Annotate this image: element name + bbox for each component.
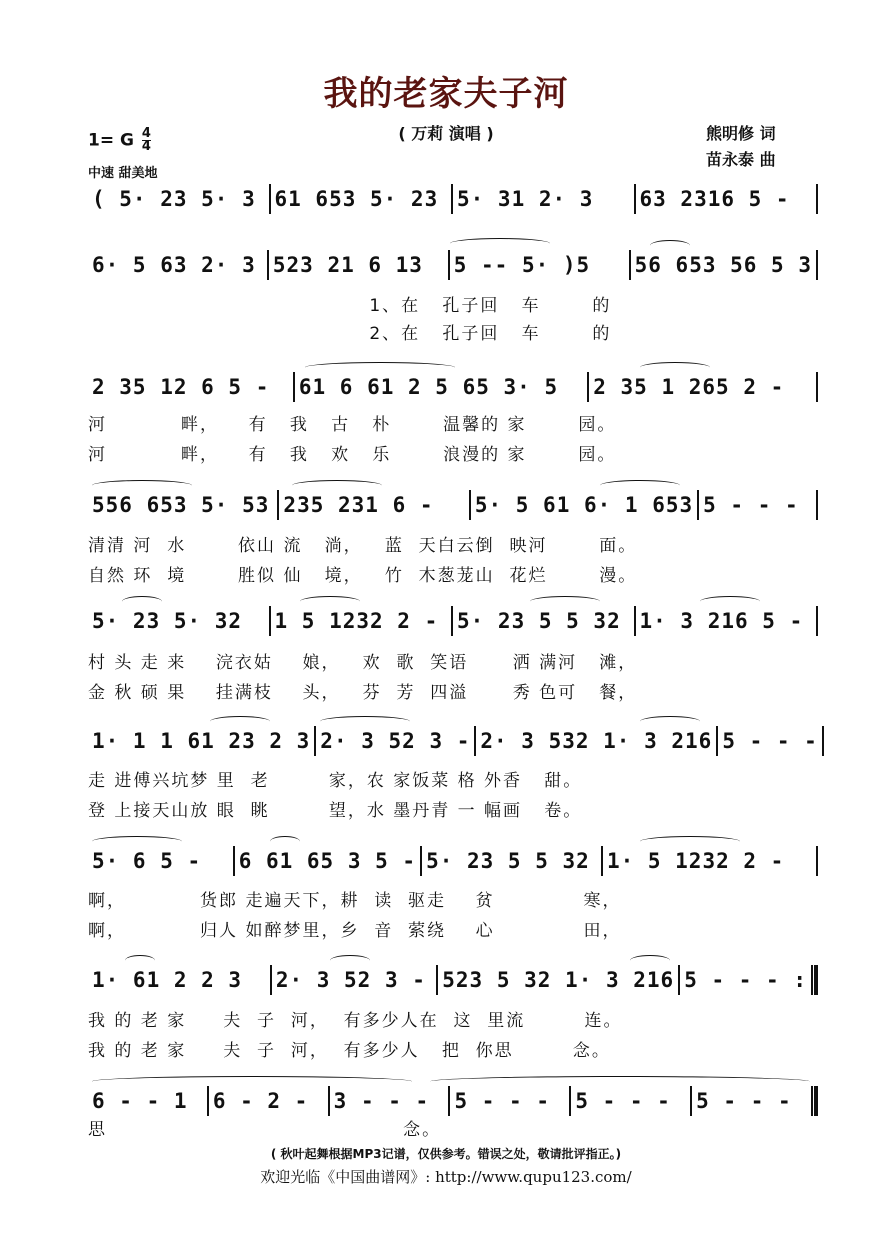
lyric-line-2: 金 秋 硕 果 挂满枝 头， 芬 芳 四溢 秀 色可 餐， (88, 683, 638, 703)
time-top: 4 (141, 126, 151, 141)
measure: 235 231 6 - (283, 493, 434, 517)
barline (816, 490, 818, 520)
music-system-7 (88, 846, 818, 876)
lyric-line-2: 自然 环 境 胜似 仙 境， 竹 木葱茏山 花烂 漫。 (88, 566, 638, 586)
final-barline (811, 1086, 818, 1116)
measure: 3 - - - (333, 1089, 430, 1113)
music-system-5 (88, 606, 818, 636)
music-system-9 (88, 1086, 818, 1116)
measure: 61 653 5· 23 (274, 187, 439, 211)
measure: 6· 5 63 2· 3 (92, 253, 256, 277)
measure: 2· 3 52 3 - (275, 968, 426, 992)
measure: 5· 23 5 5 32 (426, 849, 590, 873)
song-title: 我的老家夫子河 (323, 74, 569, 114)
measure: 5 - - - : (684, 968, 807, 992)
measure: 56 653 56 5 3 (634, 253, 812, 277)
music-system-1 (88, 184, 818, 214)
tempo-marking: 中速 甜美地 (88, 166, 158, 181)
lyric-line-2: 登 上接天山放 眼 眺 望，水 墨丹青 一 幅画 卷。 (88, 801, 583, 821)
measure: 5 - - - (696, 1089, 792, 1113)
measure: 6 - - 1 (92, 1089, 188, 1113)
lyric-line-2: 我 的 老 家 夫 子 河， 有多少人 把 你思 念。 (88, 1041, 611, 1061)
measure: 1 5 1232 2 - (274, 609, 439, 633)
measure: 63 2316 5 - (639, 187, 790, 211)
measure: 523 21 6 13 (272, 253, 423, 277)
tie (450, 238, 550, 249)
lyric-line-2: 2、在 孔子回 车 的 (88, 324, 612, 344)
music-system-4 (88, 490, 818, 520)
site-credit: 欢迎光临《中国曲谱网》: http://www.qupu123.com/ (260, 1168, 632, 1186)
lyric-line-1: 我 的 老 家 夫 子 河， 有多少人在 这 里流 连。 (88, 1011, 623, 1031)
measure: 1· 61 2 2 3 (92, 968, 243, 992)
measure: ( 5· 23 5· 3 (92, 187, 256, 211)
music-system-6 (88, 726, 818, 756)
measure: 6 - 2 - (212, 1089, 309, 1113)
lyric-line-1: 走 进傅兴坑梦 里 老 家，农 家饭菜 格 外香 甜。 (88, 771, 583, 791)
performer: ( 万莉 演唱 ) (398, 124, 494, 143)
barline (816, 372, 818, 402)
measure: 6 61 65 3 5 - (238, 849, 417, 873)
measure: 5 -- 5· )5 (453, 253, 591, 277)
measure: 2 35 12 6 5 - (92, 375, 270, 399)
lyricist: 熊明修 词 (706, 124, 776, 143)
lyric-line-1: 河 畔， 有 我 古 朴 温馨的 家 园。 (88, 415, 617, 435)
measure: 61 6 61 2 5 65 3· 5 (298, 375, 559, 399)
time-bottom: 4 (141, 139, 151, 154)
measure: 1· 3 216 5 - (639, 609, 804, 633)
lyric-line-1: 村 头 走 来 浣衣姑 娘， 欢 歌 笑语 洒 满河 滩， (88, 653, 638, 673)
barline (816, 846, 818, 876)
music-system-2 (88, 250, 818, 280)
measure: 523 5 32 1· 3 216 (442, 968, 675, 992)
measure: 5 - - - (722, 729, 818, 753)
lyric-line-1: 1、在 孔子回 车 的 (88, 296, 612, 316)
measure: 5 - - - (703, 493, 799, 517)
lyric-line-1: 清清 河 水 依山 流 淌， 蓝 天白云倒 映河 面。 (88, 536, 638, 556)
measure: 2 35 1 265 2 - (593, 375, 785, 399)
measure: 1· 1 1 61 23 2 3 (92, 729, 311, 753)
measure: 556 653 5· 53 (92, 493, 270, 517)
composer: 苗永泰 曲 (706, 150, 776, 169)
barline (816, 606, 818, 636)
measure: 1· 5 1232 2 - (606, 849, 785, 873)
key-label: 1= G (88, 130, 134, 151)
repeat-end-barline (811, 965, 818, 995)
transcription-note: ( 秋叶起舞根据MP3记谱，仅供参考。错误之处，敬请批评指正。) (270, 1147, 622, 1161)
barline (816, 184, 818, 214)
measure: 5· 31 2· 3 (457, 187, 594, 211)
lyric-line-2: 河 畔， 有 我 欢 乐 浪漫的 家 园。 (88, 445, 617, 465)
measure: 2· 3 532 1· 3 216 (480, 729, 713, 753)
lyric-line-1: 思 念。 (88, 1120, 442, 1140)
barline (822, 726, 824, 756)
music-system-8 (88, 965, 818, 995)
lyric-line-2: 啊， 归人 如醉梦里，乡 音 萦绕 心 田， (88, 921, 622, 941)
measure: 5· 5 61 6· 1 653 (474, 493, 694, 517)
measure: 5 - - - (454, 1089, 550, 1113)
measure: 5· 23 5 5 32 (457, 609, 621, 633)
measure: 5· 6 5 - (92, 849, 202, 873)
music-system-3 (88, 372, 818, 402)
measure: 2· 3 52 3 - (320, 729, 471, 753)
barline (816, 250, 818, 280)
measure: 5· 23 5· 32 (92, 609, 243, 633)
measure: 5 - - - (575, 1089, 671, 1113)
lyric-line-1: 啊， 货郎 走遍天下，耕 读 驱走 贫 寒， (88, 891, 622, 911)
